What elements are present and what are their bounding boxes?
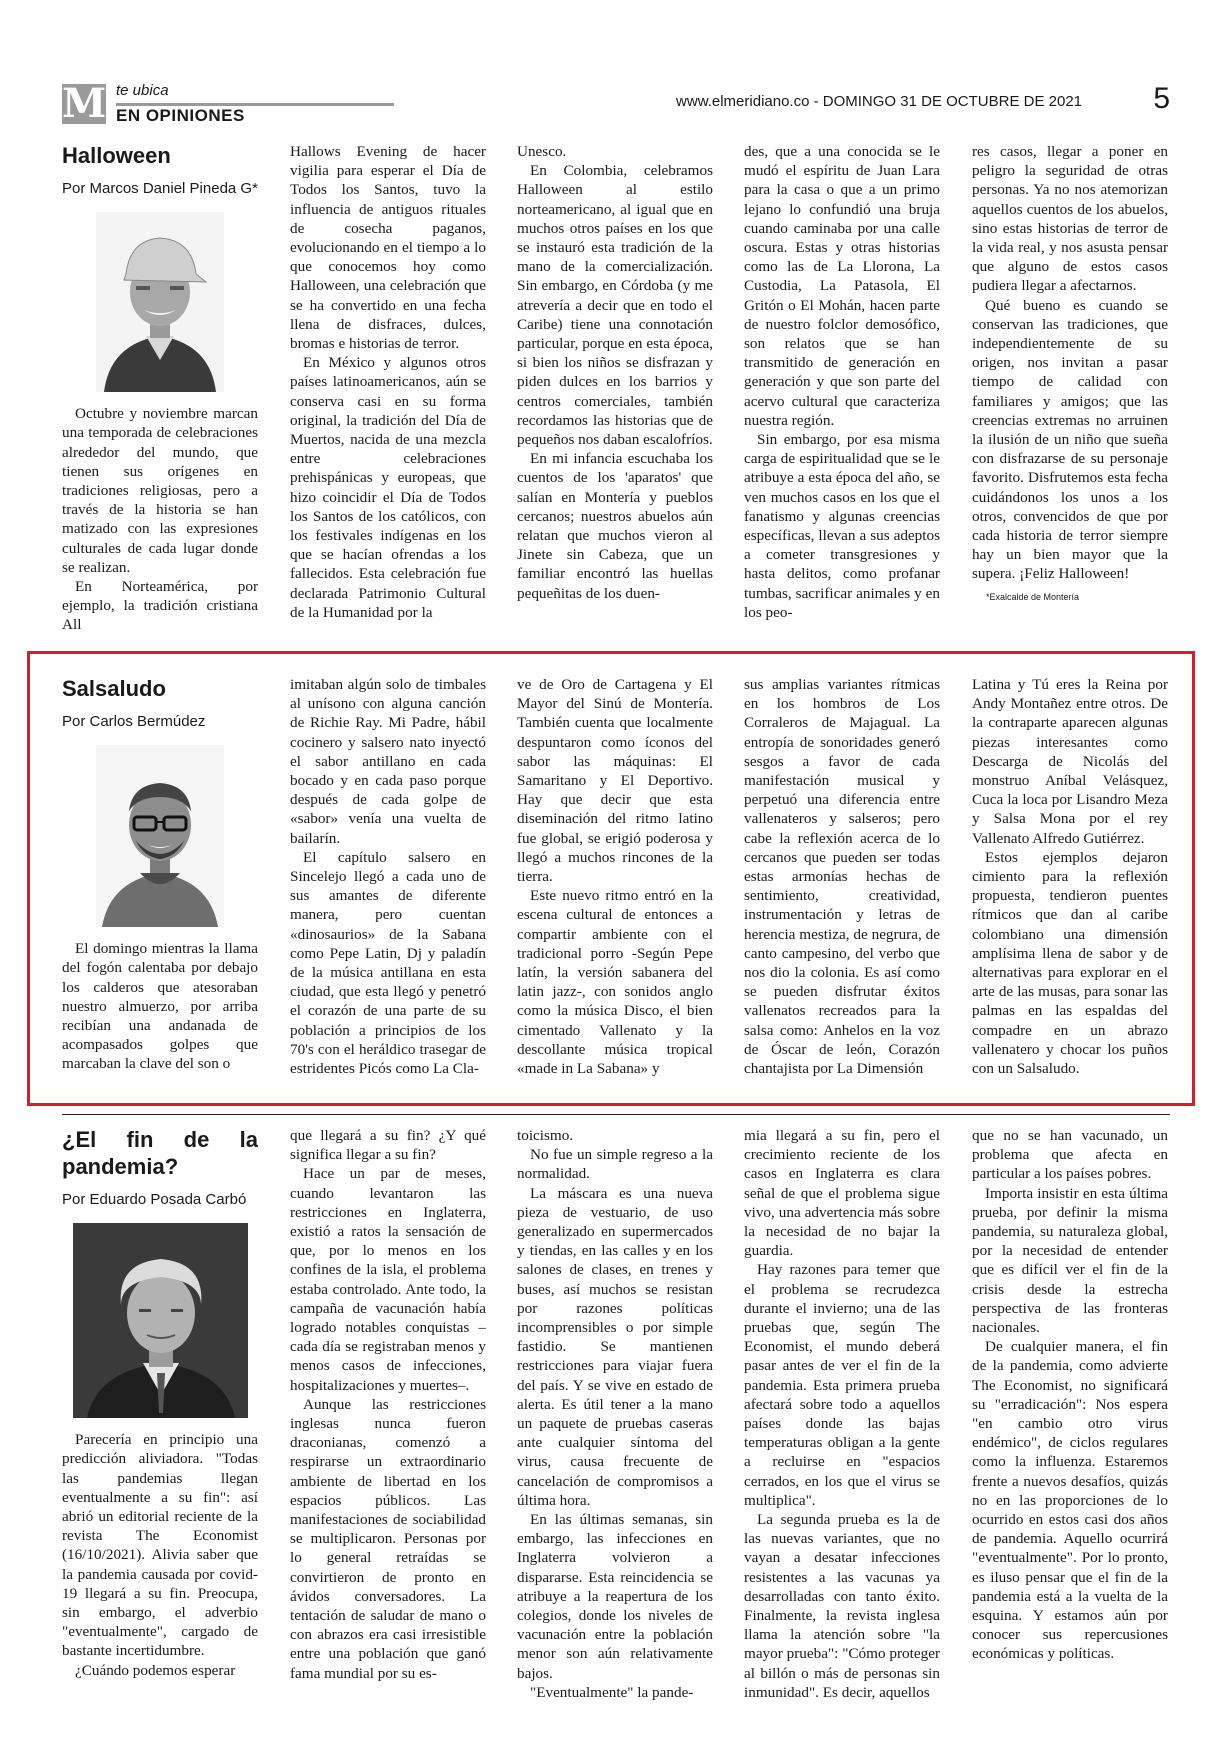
article-byline: Por Marcos Daniel Pineda G* — [62, 180, 258, 197]
paragraph: Unesco. — [517, 143, 567, 160]
article-column — [972, 675, 1168, 1089]
paragraph: Latina y Tú eres la Reina por Andy Montañez entre otros. De la contraparte aparecen algunas piezas interesantes como Descarga de Nicolás del monstruo Aníbal Velásquez, Cuca la loca por Lisandro Meza y Salsa Mona por el rey Vallenato Alfredo Gutiérrez. — [972, 676, 1168, 847]
article-divider — [62, 1114, 1170, 1115]
author-photo — [96, 745, 224, 927]
paragraph: No fue un simple regreso a la normalidad. — [517, 1146, 713, 1183]
author-photo — [96, 212, 224, 392]
paragraph: En Colombia, celebramos Halloween al estilo norteamericano, al igual que en muchos otros países en los que se instauró esta tradición de la mano de la comercialización. Sin embargo, en Córdoba (y me atrevería a decir que en todo el Caribe) tiene una connotación particular, porque en esta época, si bien los niños se disfrazan y piden dulces en los barrios y centros comerciales, también recordamos las historias que de pequeños nos daban escalofríos. — [517, 162, 713, 449]
paragraph: El capítulo salsero en Sincelejo llegó a cada uno de sus amantes de diferente manera, pero cuentan «dinosaurios» de la Sabana como Pepe Latin, Dj y paladín de la música antillana en esta ciudad, que esta llegó y penetró el corazón de una parte de su población a principios de los 70's con el heráldico trasegar de estridentes Picós como La Cla- — [290, 848, 486, 1078]
paragraph: En México y algunos otros países latinoamericanos, aún se conserva casi en su forma original, la tradición del Día de Muertos, nacida de una mezcla entre celebraciones prehispánicas y europeas, que hizo coincidir el Día de Todos los Santos de los católicos, con los festivales indígenas en los que se hacían ofrendas a los fallecidos. Esta celebración fue declarada Patrimonio Cultural de la Humanidad por la — [290, 354, 486, 621]
masthead — [62, 78, 1170, 128]
paragraph: res casos, llegar a poner en peligro la seguridad de otras personas. Ya no nos atemorizan aquellos cuentos de los abuelos, sino estas historias de terror de la vida real, y nos asusta pensar que alguno de estos casos pudiera llegar a afectarnos. — [972, 143, 1168, 295]
paragraph: Hay razones para temer que el problema se recrudezca durante el invierno; una de las pruebas que, según The Economist, el mundo deberá pasar antes de ver el fin de la pandemia. Esta primera prueba afectará sobre todo a aquellos países donde las bajas temperaturas obligan a la gente a recluirse en "espacios cerrados, en los que el virus se multiplica". — [744, 1261, 940, 1509]
paragraph: Importa insistir en esta última prueba, por definir la misma pandemia, su naturaleza global, por la necesidad de entender que es difícil ver el fin de la crisis desde la estrecha perspectiva de las fronteras nacionales. — [972, 1184, 1168, 1337]
article-column — [290, 142, 486, 637]
article-byline: Por Carlos Bermúdez — [62, 713, 206, 730]
paragraph: Sin embargo, por esa misma carga de espiritualidad que se le atribuye a esta época del año, se ven muchos casos en los que el fanatismo y algunas creencias específicas, llevan a sus adeptos a cometer transgresiones y hasta delitos, como profanar tumbas, sacrificar animales y en los peo- — [744, 431, 940, 621]
paragraph: El domingo mientras la llama del fogón calentaba por debajo los calderos que atesoraban nuestro almuerzo, por arriba recibían una andanada de acompasados golpes que marcaban la clave del son o — [62, 940, 258, 1073]
tagline: te ubica — [116, 82, 169, 99]
paragraph: des, que a una conocida se le mudó el espíritu de Juan Lara para la casa o que a un primo lejano lo confundió una bruja cuando caminaba por una calle oscura. Estas y otras historias como las de La Llorona, La Custodia, La Patasola, El Gritón o El Mohán, hacen parte de nuestro folclor demosófico, son relatos que se han transmitido de generación en generación y que son parte del acervo cultural que caracteriza nuestra región. — [744, 143, 940, 429]
article-headline: ¿El fin de la pandemia? — [62, 1127, 258, 1179]
paragraph: En mi infancia escuchaba los cuentos de los 'aparatos' que salían en Montería y pueblos cercanos; nuestros abuelos aún relatan que muchos vieron al Jinete sin Cabeza, que un familiar encontró las huellas pequeñitas de los duen- — [517, 450, 713, 602]
paragraph: Hallows Evening de hacer vigilia para esperar el Día de Todos los Santos, tuvo la influencia de antiguos rituales de cosecha paganos, evolucionando en el tiempo a lo que conocemos hoy como Halloween, una celebración que se ha convertido en una fecha llena de disfraces, dulces, bromas e historias de terror. — [290, 143, 486, 353]
article-column — [972, 1126, 1168, 1726]
paragraph: Estos ejemplos dejaron cimiento para la reflexión propuesta, tendieron puentes rítmicos que dan al caribe colombiano una dimensión amplísima llena de sabor y de alternativas para explorar en el arte de las musas, para sonar las palmas en las espaldas del compadre en un abrazo vallenatero y chocar los puños con un Salsaludo. — [972, 848, 1168, 1078]
paragraph: Este nuevo ritmo entró en la escena cultural de entonces a compartir ambiente con el tradicional porro -Según Pepe latín, la versión sabanera del latin jazz-, con sonidos anglo como la música Disco, el bien cimentado Vallenato y la descollante música tropical «made in La Sabana» y — [517, 887, 713, 1078]
article-headline: Salsaludo — [62, 676, 166, 701]
paragraph: La máscara es una nueva pieza de vestuario, de uso generalizado en supermercados y tiendas, en las calles y en los salones de clases, en trenes y buses, así muchos se resistan por razones políticas incomprensibles o por simple fastidio. Se mantienen restricciones para viajar fuera del país. Y se vive en estado de alerta. Es útil tener a la mano un paquete de pruebas caseras ante cualquier síntoma del virus, causa frecuente de cancelación de compromisos a última hora. — [517, 1184, 713, 1509]
article-column — [744, 1126, 940, 1726]
paragraph: En Norteamérica, por ejemplo, la tradición cristiana All — [62, 578, 258, 634]
article-column — [62, 142, 258, 637]
paragraph: La segunda prueba es la de las nuevas variantes, que no vayan a desatar infecciones resistentes a las vacunas ya desarrolladas con tanto éxito. Finalmente, la revista inglesa llama la atención sobre "la mayor prueba": "Cómo proteger al billón o más de personas sin inmunidad". Es decir, aquellos — [744, 1511, 940, 1701]
paragraph: Hace un par de meses, cuando levantaron las restricciones en Inglaterra, existió a ratos la sensación de que, por lo menos en los confines de la isla, el problema estaba controlado. Ante todo, la campaña de vacunación había logrado notables conquistas –cada día se registraban menos y menos casos de infecciones, hospitalizaciones y muertes–. — [290, 1165, 486, 1394]
page-number: 5 — [1153, 82, 1170, 115]
paragraph: toicismo. — [517, 1127, 574, 1144]
paragraph: que no se han vacunado, un problema que afecta en particular a los países pobres. — [972, 1127, 1168, 1183]
paragraph: Parecería en principio una predicción aliviadora. "Todas las pandemias llegan eventualmente a su fin": así abrió un editorial reciente de la revista The Economist (16/10/2021). Alivia saber que la pandemia causada por covid-19 llegará a su fin. Preocupa, sin embargo, el adverbio "eventualmente", cargado de bastante incertidumbre. — [62, 1431, 258, 1660]
paragraph: En las últimas semanas, sin embargo, las infecciones en Inglaterra volvieron a dispararse. Esta reincidencia se atribuye a la reapertura de los colegios, donde los niveles de vacunación entre la población menor son aún relativamente bajos. — [517, 1511, 713, 1682]
section-title: EN OPINIONES — [116, 106, 245, 125]
paragraph: que llegará a su fin? ¿Y qué significa llegar a su fin? — [290, 1127, 486, 1164]
article-halloween — [62, 142, 1170, 637]
meridiano-logo: M — [62, 80, 107, 127]
paragraph: De cualquier manera, el fin de la pandemia, como advierte The Economist, no significará su "erradicación": Nos espera "en cambio otro virus endémico", de ciclos regulares como la influenza. Estaremos frente a nuevos desafíos, quizás no en las proporciones de lo ocurrido en estos casi dos años de pandemia. Aquello ocurrirá "eventualmente". Por lo pronto, es iluso pensar que el fin de la pandemia está a la vuelta de la esquina. Y estamos aún por conocer sus repercusiones económicas y políticas. — [972, 1338, 1168, 1663]
article-column — [744, 142, 940, 637]
paragraph: ve de Oro de Cartagena y El Mayor del Sinú de Montería. También cuenta que localmente despuntaron como íconos del sabor las máquinas: El Samaritano y El Deportivo. Hay que decir que esta diseminación del ritmo latino fue global, se erigió poderosa y llegó a muchos rincones de la tierra. — [517, 676, 713, 886]
article-column — [517, 142, 713, 637]
article-headline: Halloween — [62, 143, 171, 168]
paragraph: "Eventualmente" la pande- — [530, 1683, 694, 1701]
paragraph: Aunque las restricciones inglesas nunca fueron draconianas, comenzó a respirarse un extraordinario ambiente de libertad en los espacios públicos. Las manifestaciones de sociabilidad se multiplicaron. Personas por lo general retraídas se convirtieron de pronto en ávidos conversadores. La tentación de saludar de mano o con abrazos era casi irresistible entre una población que ganó fama mundial por su es- — [290, 1395, 486, 1682]
article-byline: Por Eduardo Posada Carbó — [62, 1191, 247, 1208]
article-column — [517, 675, 713, 1089]
paragraph: imitaban algún solo de timbales al unísono con alguna canción de Richie Ray. Mi Padre, hábil cocinero y salsero nato inyectó el sabor antillano en cada bocado y en cada paso porque después de cada golpe de «sabor» venía una vuelta de bailarín. — [290, 676, 486, 847]
paragraph: mia llegará a su fin, pero el crecimiento reciente de los casos en Inglaterra es clara señal de que el problema sigue vivo, una advertencia más sobre la necesidad de no bajar la guardia. — [744, 1127, 940, 1260]
article-fin-pandemia — [62, 1126, 1170, 1726]
paragraph: ¿Cuándo podemos esperar — [75, 1661, 236, 1679]
article-column — [62, 1126, 258, 1726]
dateline: www.elmeridiano.co - DOMINGO 31 DE OCTUBRE DE 2021 — [676, 93, 1082, 110]
article-column — [744, 675, 940, 1089]
article-column — [290, 675, 486, 1089]
article-column — [972, 142, 1168, 637]
author-footnote: *Exalcalde de Montería — [986, 591, 1080, 602]
author-photo — [73, 1223, 248, 1418]
paragraph: Octubre y noviembre marcan una temporada de celebraciones alrededor del mundo, que tienen sus orígenes en tradiciones religiosas, pero a través de la historia se han matizado con las expresiones culturales de cada lugar donde se realizan. — [62, 405, 258, 576]
article-column — [517, 1126, 713, 1726]
paragraph: sus amplias variantes rítmicas en los hombros de Los Corraleros de Majagual. La entropía de sonoridades generó sesgos a favor de cada manifestación musical y perpetuó una diferencia entre vallenateros y salseros; pero cabe la reflexión acerca de lo cercanos que pueden ser todas estas armonías hechas de sentimiento, creatividad, instrumentación y letras de herencia mestiza, de negrura, de canto campesino, del verbo que nos dio la colonia. Es así como se pueden disfrutar éxitos vallenatos recreados para la salsa como: Anhelos en la voz de Óscar de león, Corazón chantajista por La Dimensión — [744, 676, 940, 1078]
paragraph: Qué bueno es cuando se conservan las tradiciones, que independientemente de su origen, nos invitan a pasar tiempo de calidad con familiares y amigos; que las creencias extremas no arruinen la ilusión de un niño que sueña con disfrazarse de su personaje favorito. Disfrutemos esta fecha cuidándonos los unos a los otros, convencidos de que por cada historia de terror siempre hay un bien mayor que la supera. ¡Feliz Halloween! — [972, 296, 1168, 583]
article-salsaludo — [62, 675, 1170, 1089]
article-column — [290, 1126, 486, 1726]
article-column — [62, 675, 258, 1089]
